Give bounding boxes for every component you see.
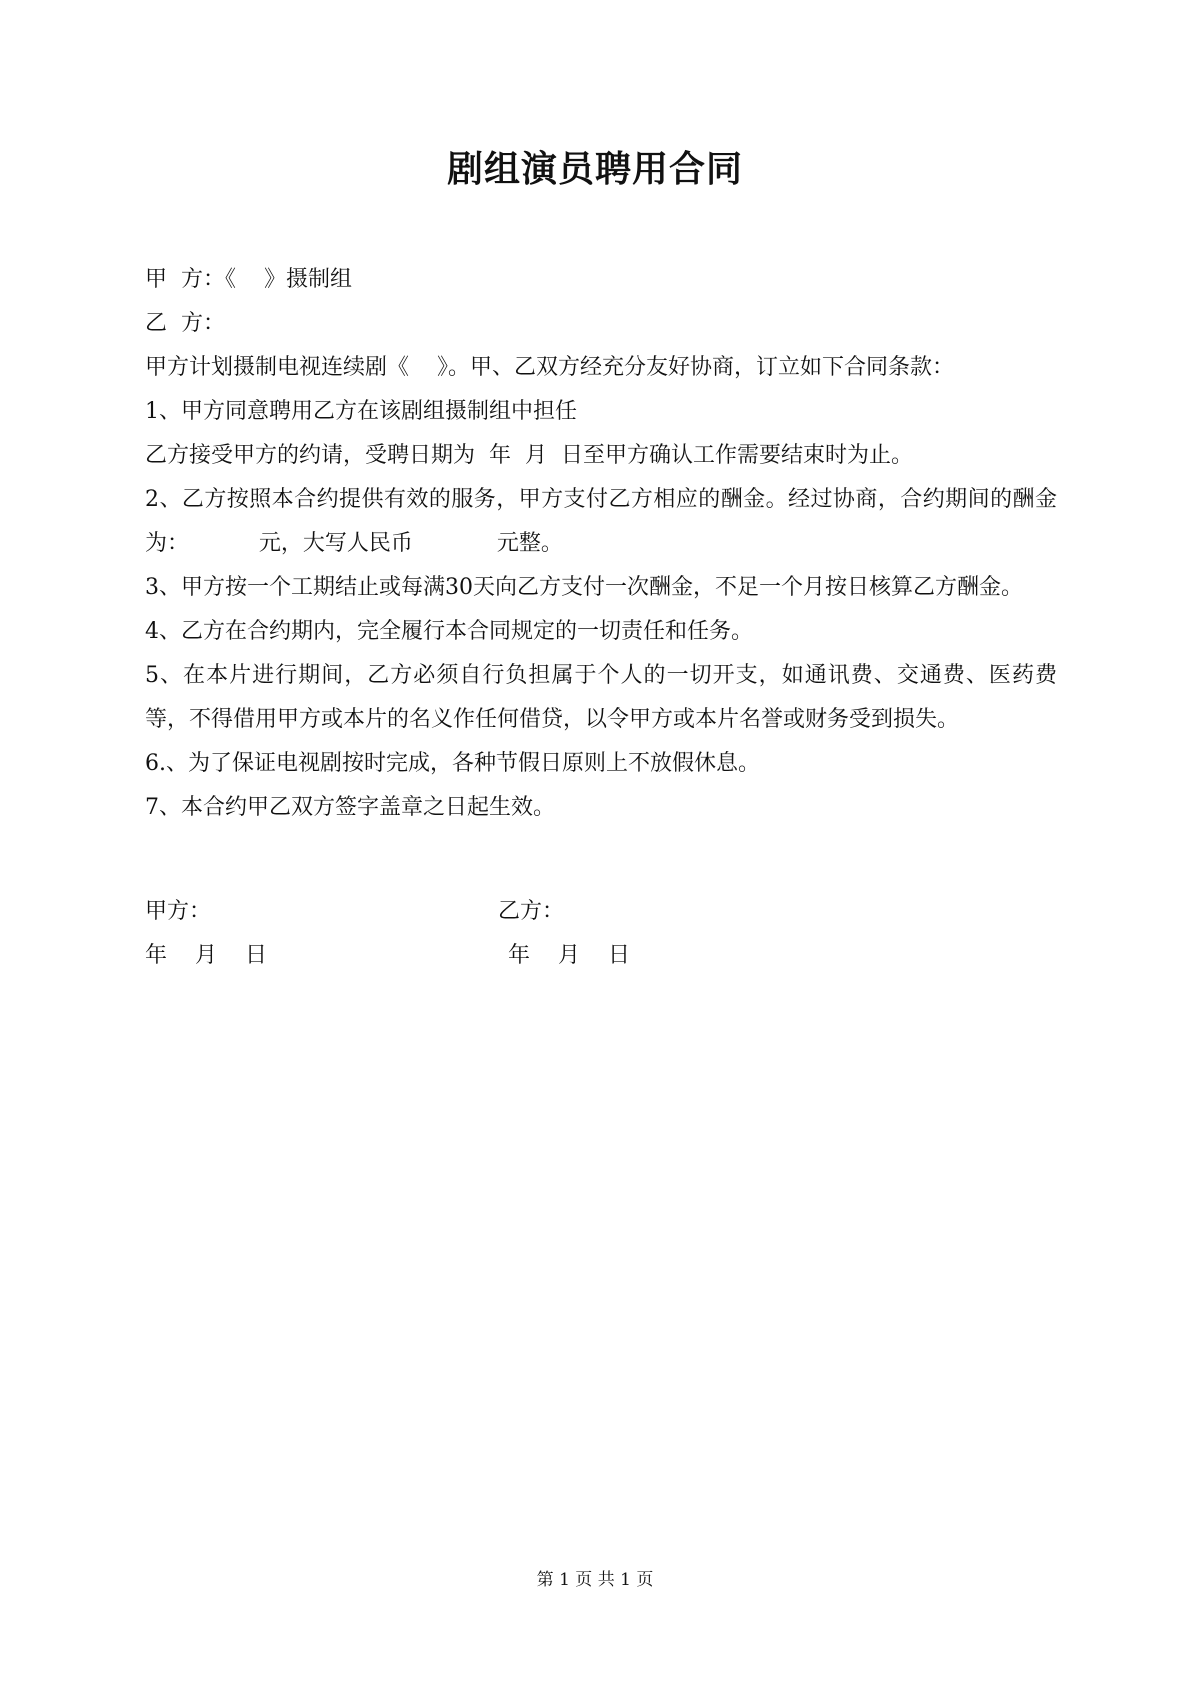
clause-1: 1、甲方同意聘用乙方在该剧组摄制组中担任 [145, 399, 577, 424]
clause-4: 4、乙方在合约期内，完全履行本合同规定的一切责任和任务。 [145, 619, 753, 644]
party-b-line: 乙 方： [145, 311, 225, 336]
party-a-signature-label: 甲方： [145, 899, 212, 924]
clause-3: 3、甲方按一个工期结止或每满30天向乙方支付一次酬金，不足一个月按日核算乙方酬金。 [145, 575, 1023, 600]
clause-5: 5、在本片进行期间，乙方必须自行负担属于个人的一切开支，如通讯费、交通费、医药费等，不得借用甲方或本片的名义作任何借贷，以令甲方或本片名誉或财务受到损失。 [145, 663, 1057, 732]
clause-1-continued: 乙方接受甲方的约请，受聘日期为 年 月 日至甲方确认工作需要结束时为止。 [145, 443, 913, 468]
party-b-signature-date: 年 月 日 [508, 943, 630, 968]
page-footer: 第 1 页 共 1 页 [536, 1570, 654, 1590]
party-b-signature-label: 乙方： [498, 899, 565, 924]
clause-2: 2、乙方按照本合约提供有效的服务，甲方支付乙方相应的酬金。经过协商，合约期间的酬金为： 元，大写人民币 元整。 [145, 487, 1057, 556]
preamble-paragraph: 甲方计划摄制电视连续剧《 》。甲、乙双方经充分友好协商，订立如下合同条款： [145, 355, 954, 380]
clause-6: 6.、为了保证电视剧按时完成，各种节假日原则上不放假休息。 [145, 751, 760, 776]
clause-7: 7、本合约甲乙双方签字盖章之日起生效。 [145, 795, 555, 820]
party-a-line: 甲 方：《 》摄制组 [145, 267, 352, 292]
contract-body [145, 258, 1057, 830]
party-a-signature-date: 年 月 日 [145, 943, 267, 968]
page-title: 剧组演员聘用合同 [446, 148, 743, 190]
